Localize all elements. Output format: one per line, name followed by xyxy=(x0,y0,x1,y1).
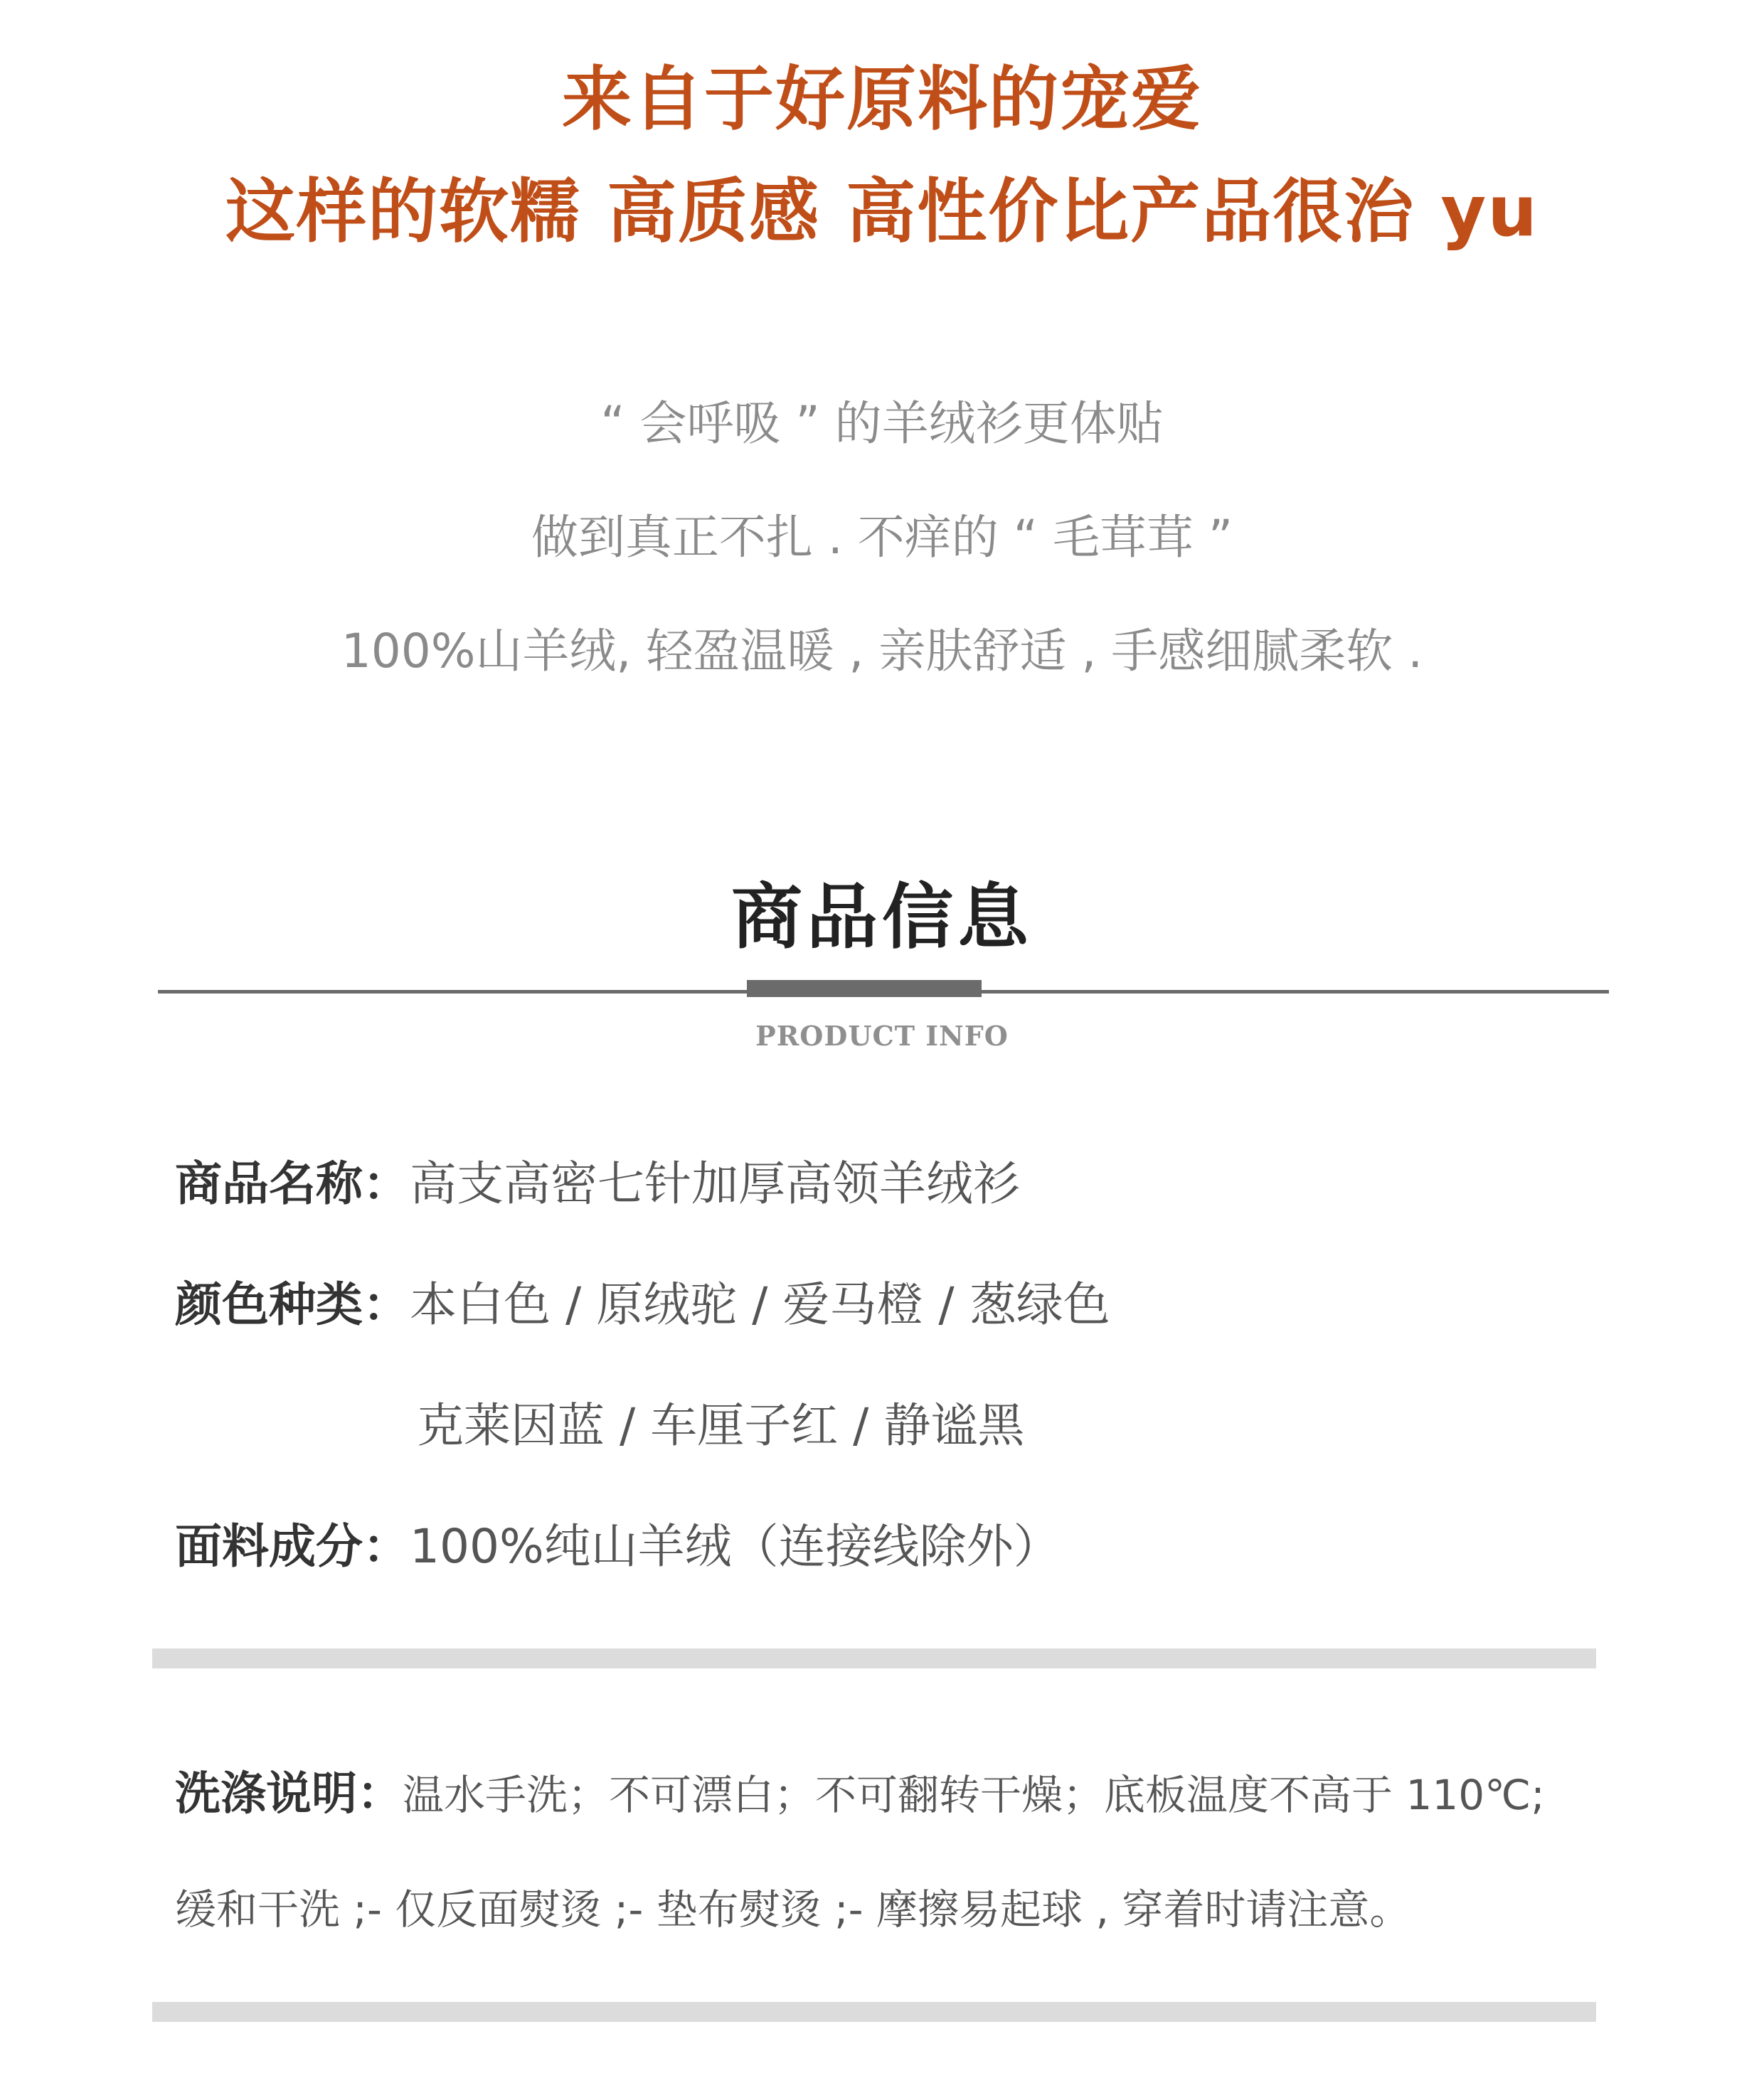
headline-line-2: 这样的软糯 高质感 高性价比产品很治 yu xyxy=(225,171,1539,252)
separator-bar xyxy=(152,1648,1596,1668)
product-name-value: 高支高密七针加厚高领羊绒衫 xyxy=(410,1156,1020,1211)
headline-line-1: 来自于好原料的宠爱 xyxy=(561,59,1202,140)
product-name-row xyxy=(175,1152,1020,1216)
care-label: 洗涤说明： xyxy=(175,1768,403,1821)
care-line-2: 缓和干洗 ;- 仅反面熨烫 ;- 垫布熨烫 ;- 摩擦易起球 , 穿着时请注意。 xyxy=(175,1885,1411,1934)
product-name-label: 商品名称： xyxy=(175,1156,410,1211)
tagline-line-2: 做到真正不扎 . 不痒的 “ 毛茸茸 ” xyxy=(531,510,1233,565)
material-label: 面料成分： xyxy=(175,1519,410,1574)
color-value-line-2: 克莱因蓝 / 车厘子红 / 静谧黑 xyxy=(417,1398,1025,1453)
care-row xyxy=(175,1762,1545,1827)
section-title: 商品信息 xyxy=(731,875,1033,959)
color-label: 颜色种类： xyxy=(175,1277,410,1332)
section-divider-accent xyxy=(747,980,982,997)
color-row xyxy=(175,1273,1110,1337)
tagline-line-1: “ 会呼吸 ” 的羊绒衫更体贴 xyxy=(600,396,1164,451)
section-subtitle: PRODUCT INFO xyxy=(755,1020,1009,1052)
tagline-line-3: 100%山羊绒, 轻盈温暖 , 亲肤舒适 , 手感细腻柔软 . xyxy=(341,624,1423,678)
material-row xyxy=(175,1515,1061,1579)
care-line-1: 温水手洗；不可漂白；不可翻转干燥；底板温度不高于 110℃; xyxy=(403,1771,1545,1819)
material-value: 100%纯山羊绒（连接线除外） xyxy=(410,1519,1061,1574)
separator-bar-bottom xyxy=(152,2002,1596,2022)
color-value-line-1: 本白色 / 原绒驼 / 爱马橙 / 葱绿色 xyxy=(410,1277,1110,1332)
